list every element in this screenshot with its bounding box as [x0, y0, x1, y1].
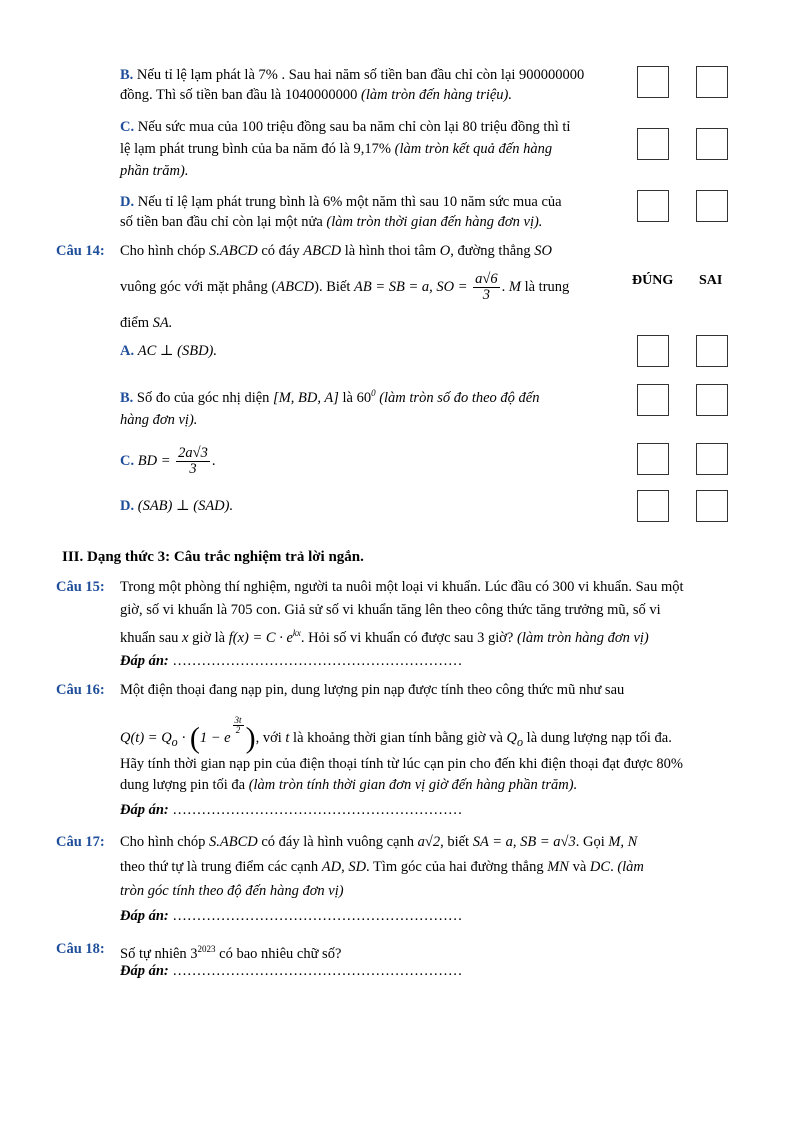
q14-t8: là trung	[520, 279, 570, 295]
q14-so-fraction	[473, 272, 499, 303]
q14-d-true-checkbox[interactable]	[637, 490, 669, 522]
q16-t: t	[285, 730, 290, 746]
q14-c-true-checkbox[interactable]	[637, 443, 669, 475]
q13-d-line2	[120, 213, 542, 231]
answer-blank[interactable]: ……………………………………………………	[172, 653, 463, 669]
answer-blank[interactable]: ……………………………………………………	[172, 963, 463, 979]
q15-t1: khuẩn sau	[120, 629, 183, 646]
q16-t2: là khoảng thời gian tính bằng giờ và	[289, 730, 507, 746]
q17-adsd: AD, SD	[321, 859, 367, 875]
q14-line3	[120, 314, 172, 332]
q17-t9: .	[610, 859, 618, 875]
q16-line3: Hãy tính thời gian nạp pin của điện thoại tính từ lúc cạn pin cho đến khi điện thoại đạt được 80%	[120, 756, 683, 772]
q17-t7: . Tìm góc của hai đường thẳng	[366, 859, 548, 875]
q14-a-true-checkbox[interactable]	[637, 335, 669, 367]
q14-t4: , đường thẳng	[450, 243, 535, 259]
q13-d-note: (làm tròn thời gian đến hàng đơn vị).	[326, 214, 543, 230]
q18-exp: 2023	[197, 944, 216, 954]
q18-t2: có bao nhiêu chữ số?	[215, 945, 342, 962]
q14-b-angle: [M, BD, A]	[273, 389, 339, 406]
q13-c-line1	[120, 118, 570, 136]
q15-x: x	[182, 629, 189, 646]
q18-answer	[120, 962, 462, 980]
q14-c-false-checkbox[interactable]	[696, 443, 728, 475]
q14-a-false-checkbox[interactable]	[696, 335, 728, 367]
q13-c-label: C.	[120, 119, 135, 135]
q18-t1: Số tự nhiên	[120, 945, 191, 962]
q16-t1: , với	[255, 730, 286, 746]
q13-b-line1	[120, 66, 584, 84]
q14-c-frac-den: 3	[189, 461, 197, 478]
q16-t4: dung lượng pin tối đa	[120, 777, 249, 793]
q15-number: Câu 15:	[56, 579, 105, 595]
q14-frac-den: 3	[482, 287, 491, 304]
q13-b-true-checkbox[interactable]	[637, 66, 669, 98]
q14-d-text: (SAB) ⊥ (SAD).	[137, 498, 234, 514]
q14-sabcd: S.ABCD	[209, 243, 258, 259]
q14-t7: .	[501, 279, 509, 295]
q18-line1	[120, 940, 341, 963]
q15-note: (làm tròn hàng đơn vị)	[516, 629, 649, 646]
q15-t3: . Hỏi số vi khuẩn có được sau 3 giờ?	[300, 629, 517, 646]
q13-c-note: (làm tròn kết quả đến hàng	[394, 141, 553, 157]
answer-blank[interactable]: ……………………………………………………	[172, 802, 463, 818]
true-column-header: ĐÚNG	[632, 273, 674, 288]
q17-mn2: MN	[547, 859, 569, 875]
q17-t5: . Gọi	[575, 834, 609, 850]
q14-b-false-checkbox[interactable]	[696, 384, 728, 416]
q18-base: 3	[190, 945, 198, 962]
q14-b-t1: Số đo của góc nhị diện	[136, 389, 274, 406]
q16-exp-fraction	[233, 716, 244, 735]
q16-exp-num: 3t	[234, 715, 242, 726]
q14-b-true-checkbox[interactable]	[637, 384, 669, 416]
q14-c-post: .	[211, 453, 216, 469]
section-3-heading: III. Dạng thức 3: Câu trắc nghiệm trả lời ngắn.	[62, 549, 364, 565]
q14-line1	[120, 242, 552, 260]
q17-sabcd: S.ABCD	[209, 834, 258, 850]
q14-d-line	[120, 497, 233, 515]
q14-b-line2: hàng đơn vị).	[120, 412, 198, 428]
answer-label: Đáp án:	[120, 653, 169, 669]
q16-note: (làm tròn tính thời gian đơn vị giờ đến hàng phần trăm).	[248, 777, 578, 793]
q17-t6: theo thứ tự là trung điểm các cạnh	[120, 859, 322, 875]
q13-b-line2	[120, 86, 512, 104]
q15-answer	[120, 652, 462, 670]
q13-d-text1: Nếu tỉ lệ lạm phát trung bình là 6% một năm thì sau 10 năm sức mua của	[137, 194, 562, 210]
q13-c-line2	[120, 140, 552, 158]
q14-c-pre: BD =	[137, 453, 175, 469]
q13-c-text2: lệ lạm phát trung bình của ba năm đó là 9,17%	[120, 141, 395, 157]
q14-c-frac-num: 2a√3	[178, 445, 208, 462]
q14-b-label: B.	[120, 389, 134, 406]
q13-c-false-checkbox[interactable]	[696, 128, 728, 160]
q14-frac-num: a√6	[475, 271, 498, 288]
q17-t3: , biết	[440, 834, 473, 850]
q16-qsub: o	[171, 734, 178, 749]
q14-m: M	[508, 279, 521, 295]
q14-c-label: C.	[120, 453, 135, 469]
q14-t1: Cho hình chóp	[120, 243, 210, 259]
q15-line2: giờ, số vi khuẩn là 705 con. Giả sử số vi khuẩn tăng lên theo công thức tăng trưởng mũ, số vi	[120, 602, 661, 618]
q17-answer	[120, 907, 462, 925]
q17-t2: có đáy là hình vuông cạnh	[257, 834, 418, 850]
q16-inner: 1 − e	[199, 730, 231, 746]
q14-c-fraction	[176, 446, 210, 477]
q14-o: O	[439, 243, 451, 259]
q17-dc: DC	[589, 859, 611, 875]
q16-exp-den: 2	[235, 725, 241, 736]
q14-eq: AB = SB = a, SO =	[354, 279, 472, 295]
q16-q2sub: o	[517, 734, 524, 749]
q15-formula: f(x) = C · e	[228, 629, 293, 646]
q16-t3: là dung lượng nạp tối đa.	[523, 730, 672, 746]
q14-c-line	[120, 446, 215, 477]
q14-so: SO	[534, 243, 552, 259]
q17-line1	[120, 833, 637, 851]
q13-b-text2: đồng. Thì số tiền ban đầu là 1040000000	[120, 87, 361, 103]
q17-line2	[120, 858, 644, 876]
q13-c-text1: Nếu sức mua của 100 triệu đồng sau ba năm chỉ còn lại 80 triệu đồng thì tỉ	[137, 119, 571, 135]
answer-blank[interactable]: ……………………………………………………	[172, 908, 463, 924]
false-column-header: SAI	[699, 273, 723, 288]
q13-b-label: B.	[120, 67, 134, 83]
answer-label: Đáp án:	[120, 908, 169, 924]
q15-t2: giờ là	[188, 629, 229, 646]
q15-exp: kx	[292, 628, 301, 638]
q14-t5: vuông góc với mặt phẳng (	[120, 279, 277, 295]
q14-d-label: D.	[120, 498, 135, 514]
q15-line3	[120, 624, 649, 647]
q15-line1: Trong một phòng thí nghiệm, người ta nuôi một loại vi khuẩn. Lúc đầu có 300 vi khuẩn. Sau một	[120, 579, 684, 595]
q14-b-t2: là	[338, 389, 357, 406]
q14-b-deg: 60	[356, 389, 372, 406]
q16-line4	[120, 776, 577, 794]
q14-line2	[120, 272, 569, 303]
q14-number: Câu 14:	[56, 243, 105, 259]
q14-t3: là hình thoi tâm	[341, 243, 440, 259]
q13-d-true-checkbox[interactable]	[637, 190, 669, 222]
answer-label: Đáp án:	[120, 802, 169, 818]
q16-dot: ·	[177, 730, 190, 746]
q17-sa: SA = a	[472, 834, 513, 850]
q16-line2: $Q(t) = Q_o \cdot (1 - e$ $^{\frac{3t}{2}}$ ), với t là khoảng thời gian tính bằng giờ và $Q_o$ là dung lượng nạp tối đa.	[120, 715, 672, 755]
q14-a-label: A.	[120, 343, 135, 359]
q13-d-line1	[120, 193, 562, 211]
q16-number: Câu 16:	[56, 682, 105, 698]
q14-b-note: (làm tròn số đo theo độ đến	[379, 389, 540, 406]
q17-t4: ,	[512, 834, 521, 850]
q13-b-note: (làm tròn đến hàng triệu).	[360, 87, 513, 103]
q14-t6: ). Biết	[314, 279, 354, 295]
q18-number: Câu 18:	[56, 941, 105, 957]
q13-b-text1: Nếu tỉ lệ lạm phát là 7% . Sau hai năm số tiền ban đầu chỉ còn lại 900000000	[136, 67, 585, 83]
q13-c-true-checkbox[interactable]	[637, 128, 669, 160]
q16-q: Q(t) = Q	[120, 730, 172, 746]
answer-label: Đáp án:	[120, 963, 169, 979]
q13-c-line3: phần trăm).	[120, 163, 189, 179]
q13-b-false-checkbox[interactable]	[696, 66, 728, 98]
q14-t2: có đáy	[257, 243, 304, 259]
q16-line1: Một điện thoại đang nạp pin, dung lượng pin nạp được tính theo công thức mũ như sau	[120, 682, 625, 698]
q17-a2: a√2	[417, 834, 441, 850]
q16-answer	[120, 801, 462, 819]
q14-a-line	[120, 342, 217, 360]
q17-t8: và	[568, 859, 590, 875]
q17-line3: tròn góc tính theo độ đến hàng đơn vị)	[120, 883, 344, 899]
q14-abcd: ABCD	[303, 243, 342, 259]
q13-d-label: D.	[120, 194, 135, 210]
q14-sa: SA.	[152, 315, 173, 331]
q14-a-text: AC ⊥ (SBD).	[137, 343, 218, 359]
q16-q2: Q	[506, 730, 517, 746]
q13-d-false-checkbox[interactable]	[696, 190, 728, 222]
q17-t1: Cho hình chóp	[120, 834, 210, 850]
q17-number: Câu 17:	[56, 834, 105, 850]
q14-d-false-checkbox[interactable]	[696, 490, 728, 522]
q13-d-text2: số tiền ban đầu chỉ còn lại một nửa	[120, 214, 327, 230]
q14-abcd2: ABCD	[276, 279, 315, 295]
q17-sb: SB = a√3	[520, 834, 576, 850]
q17-mn: M, N	[608, 834, 638, 850]
q14-t9: điểm	[120, 315, 153, 331]
q14-b-line1: B. Số đo của góc nhị diện [M, BD, A] là $60^0$ (làm tròn số đo theo độ đến	[120, 388, 540, 406]
q17-note-start: (làm	[617, 859, 644, 875]
